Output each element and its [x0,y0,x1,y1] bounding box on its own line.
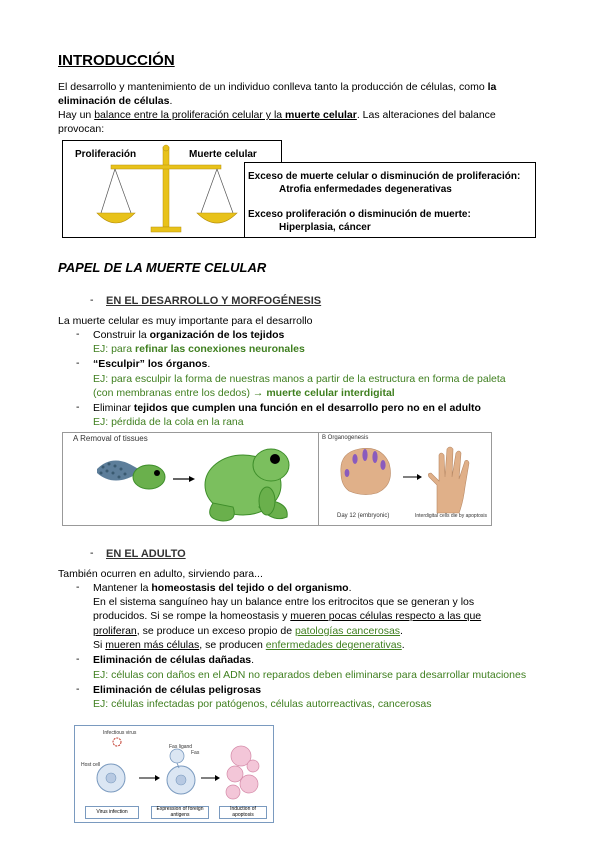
list-item: Eliminación de células peligrosas [93,684,262,696]
bullet-dash: - [76,653,80,665]
text: enfermedades degenerativas [265,639,402,651]
step-label: Virus infection [85,806,139,819]
interdigital-death-figure [318,432,492,526]
intro-paragraph-1-line-1 [58,80,496,94]
hand-paddle-icon [319,433,491,525]
example-line [93,386,395,400]
text: . [348,582,352,594]
figure-label: A Removal of tissues [73,434,148,443]
text: eliminación de células [58,95,170,107]
example-line: EJ: células infectadas por patógenos, células autorreactivas, cancerosas [93,698,432,710]
text: Eliminar [93,402,134,414]
text: , se producen [199,639,266,651]
figure-caption: Day 12 (embryonic) [337,513,390,519]
text: Eliminación de células dañadas [93,654,252,666]
text: Hay un [58,109,95,121]
example-line [93,342,305,356]
proliferation-label: Proliferación [75,149,137,160]
outcome-line-1: Exceso de muerte celular o disminución de proliferación: [248,171,521,182]
bullet-dash: - [90,547,94,559]
text: EJ: para [93,343,136,355]
text: organización de los tejidos [149,329,285,341]
text: producidos. Si se rompe la homeostasis y [93,610,291,622]
virus-apoptosis-figure [74,725,274,823]
text: . [251,654,255,666]
text: patologías cancerosas [294,625,401,637]
text: (con membranas entre los dedos) → [93,387,267,399]
text: homeostasis del tejido o del organismo [151,582,349,594]
text: muerte celular interdigital [266,387,395,399]
example-line: EJ: pérdida de la cola en la rana [93,416,244,428]
intro-paragraph-1-line-2 [58,94,172,108]
example-line: EJ: células con daños en el ADN no reparados deben eliminarse para desarrollar mutaciones [93,669,527,681]
list-item [93,581,352,595]
subsection-title-adult: EN EL ADULTO [106,548,186,560]
body-line [93,624,403,638]
list-item [93,357,210,371]
text: mueren más células [105,639,200,651]
cell-death-label: Muerte celular [189,149,257,160]
tissue-removal-figure [62,432,320,526]
text: tejidos que cumplen una función en el desarrollo pero no en el adulto [133,402,481,414]
bullet-dash: - [76,683,80,695]
text: . [169,95,173,107]
text: Construir la [93,329,150,341]
outcome-line-3: Exceso proliferación o disminución de muerte: [248,209,471,220]
list-item [93,653,254,667]
text: . [207,358,211,370]
fas-ligand-label: Fas ligand [169,744,193,750]
outcome-line-2: Atrofia enfermedades degenerativas [279,184,452,195]
subsection-title-development: EN EL DESARROLLO Y MORFOGÉNESIS [106,295,322,307]
intro-paragraph-2-line-1 [58,108,496,122]
host-cell-label: Host cell [81,762,101,768]
text: “Esculpir” los órganos [93,358,208,370]
step-label: Induction of apoptosis [219,806,267,819]
body-line [93,638,405,652]
list-item [93,401,481,415]
text: El desarrollo y mantenimiento de un individuo conlleva tanto la producción de células, como [58,81,488,93]
text: . [401,639,405,651]
balance-outcomes-box [244,162,536,238]
fas-label: Fas [191,750,200,756]
step-label: Expression of foreign antigens [151,806,209,819]
text: Mantener la [93,582,152,594]
adult-intro: También ocurren en adulto, sirviendo para... [58,568,263,580]
body-line [93,609,481,623]
section-title: PAPEL DE LA MUERTE CELULAR [58,260,267,275]
text: mueren pocas células respecto a las que [290,610,482,622]
text: . [400,625,403,637]
text: proliferan [93,625,137,637]
development-intro: La muerte celular es muy importante para el desarrollo [58,315,313,327]
body-line: En el sistema sanguíneo hay un balance entre los eritrocitos que se generan y los [93,596,475,608]
outcome-line-4: Hiperplasia, cáncer [279,222,371,233]
bullet-dash: - [76,328,80,340]
text: la [487,81,497,93]
bullet-dash: - [76,401,80,413]
bullet-dash: - [76,581,80,593]
text: refinar las conexiones neuronales [135,343,305,355]
text: , se produce un exceso propio de [136,625,295,637]
example-line: EJ: para esculpir la forma de nuestras manos a partir de la estructura en forma de paleta [93,373,506,385]
text: balance entre la proliferación celular y la [94,109,286,121]
intro-paragraph-2-line-2: provocan: [58,123,105,135]
virus-label: Infectious virus [103,730,137,736]
figure-caption: Interdigital cells die by apoptosis [415,513,487,519]
figure-label: B Organogenesis [322,435,369,441]
text: . Las alteraciones del balance [356,109,496,121]
text: Si [93,639,106,651]
text: muerte celular [285,109,357,121]
bullet-dash: - [76,357,80,369]
list-item [93,328,284,342]
tadpole-to-frog-icon [63,433,319,525]
bullet-dash: - [90,294,94,306]
intro-title: INTRODUCCIÓN [58,52,175,69]
